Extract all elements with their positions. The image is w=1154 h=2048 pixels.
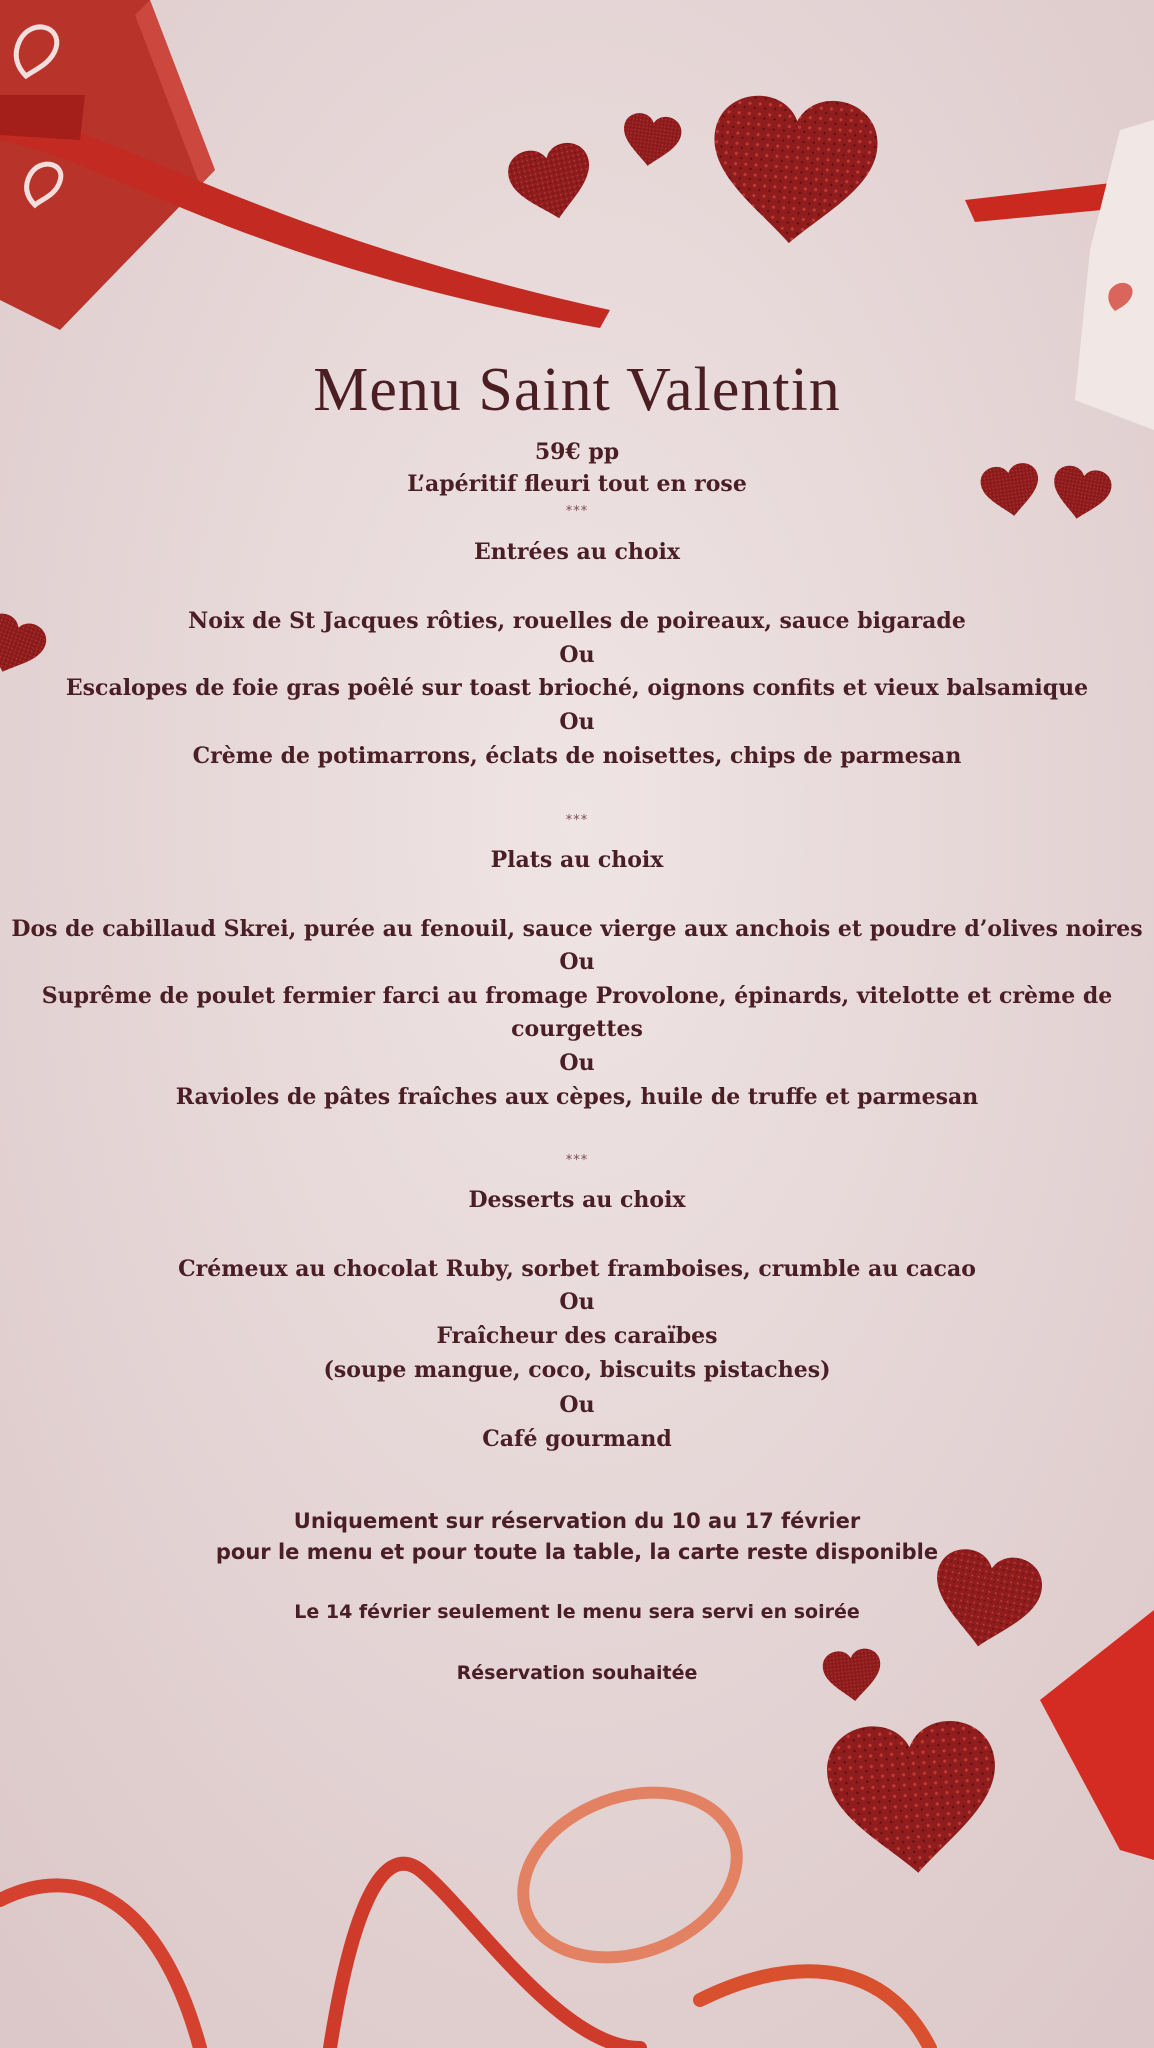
menu-price: 59€ pp bbox=[534, 439, 620, 465]
separator: *** bbox=[565, 813, 589, 828]
entree-item: Crème de potimarrons, éclats de noisettes, chips de parmesan bbox=[192, 743, 962, 769]
reservation-note: Uniquement sur réservation du 10 au 17 février bbox=[293, 1509, 861, 1533]
dessert-item: Fraîcheur des caraïbes bbox=[436, 1323, 718, 1349]
or-divider: Ou bbox=[559, 949, 595, 975]
plat-item-continued: courgettes bbox=[511, 1016, 643, 1042]
plats-heading: Plats au choix bbox=[490, 847, 664, 873]
or-divider: Ou bbox=[559, 1289, 595, 1315]
or-divider: Ou bbox=[559, 709, 595, 735]
aperitif-line: L’apéritif fleuri tout en rose bbox=[407, 471, 747, 497]
evening-note: Le 14 février seulement le menu sera servi en soirée bbox=[294, 1601, 860, 1623]
reservation-wish: Réservation souhaitée bbox=[456, 1662, 698, 1684]
dessert-item: Crémeux au chocolat Ruby, sorbet framboises, crumble au cacao bbox=[178, 1256, 976, 1282]
plat-item: Dos de cabillaud Skrei, purée au fenouil, sauce vierge aux anchois et poudre d’olives noires bbox=[11, 916, 1143, 942]
entree-item: Escalopes de foie gras poêlé sur toast brioché, oignons confits et vieux balsamique bbox=[65, 675, 1089, 701]
or-divider: Ou bbox=[559, 1050, 595, 1076]
dessert-item-detail: (soupe mangue, coco, biscuits pistaches) bbox=[323, 1357, 831, 1383]
entree-item: Noix de St Jacques rôties, rouelles de poireaux, sauce bigarade bbox=[188, 608, 966, 634]
separator: *** bbox=[565, 504, 589, 519]
reservation-note: pour le menu et pour toute la table, la carte reste disponible bbox=[215, 1540, 939, 1564]
entrees-heading: Entrées au choix bbox=[473, 539, 680, 565]
dessert-item: Café gourmand bbox=[482, 1426, 672, 1452]
desserts-heading: Desserts au choix bbox=[468, 1187, 686, 1213]
menu-title: Menu Saint Valentin bbox=[313, 356, 841, 424]
plat-item: Suprême de poulet fermier farci au fromage Provolone, épinards, vitelotte et crème de bbox=[41, 983, 1113, 1009]
plat-item: Ravioles de pâtes fraîches aux cèpes, huile de truffe et parmesan bbox=[175, 1084, 979, 1110]
or-divider: Ou bbox=[559, 642, 595, 668]
separator: *** bbox=[565, 1153, 589, 1168]
or-divider: Ou bbox=[559, 1392, 595, 1418]
